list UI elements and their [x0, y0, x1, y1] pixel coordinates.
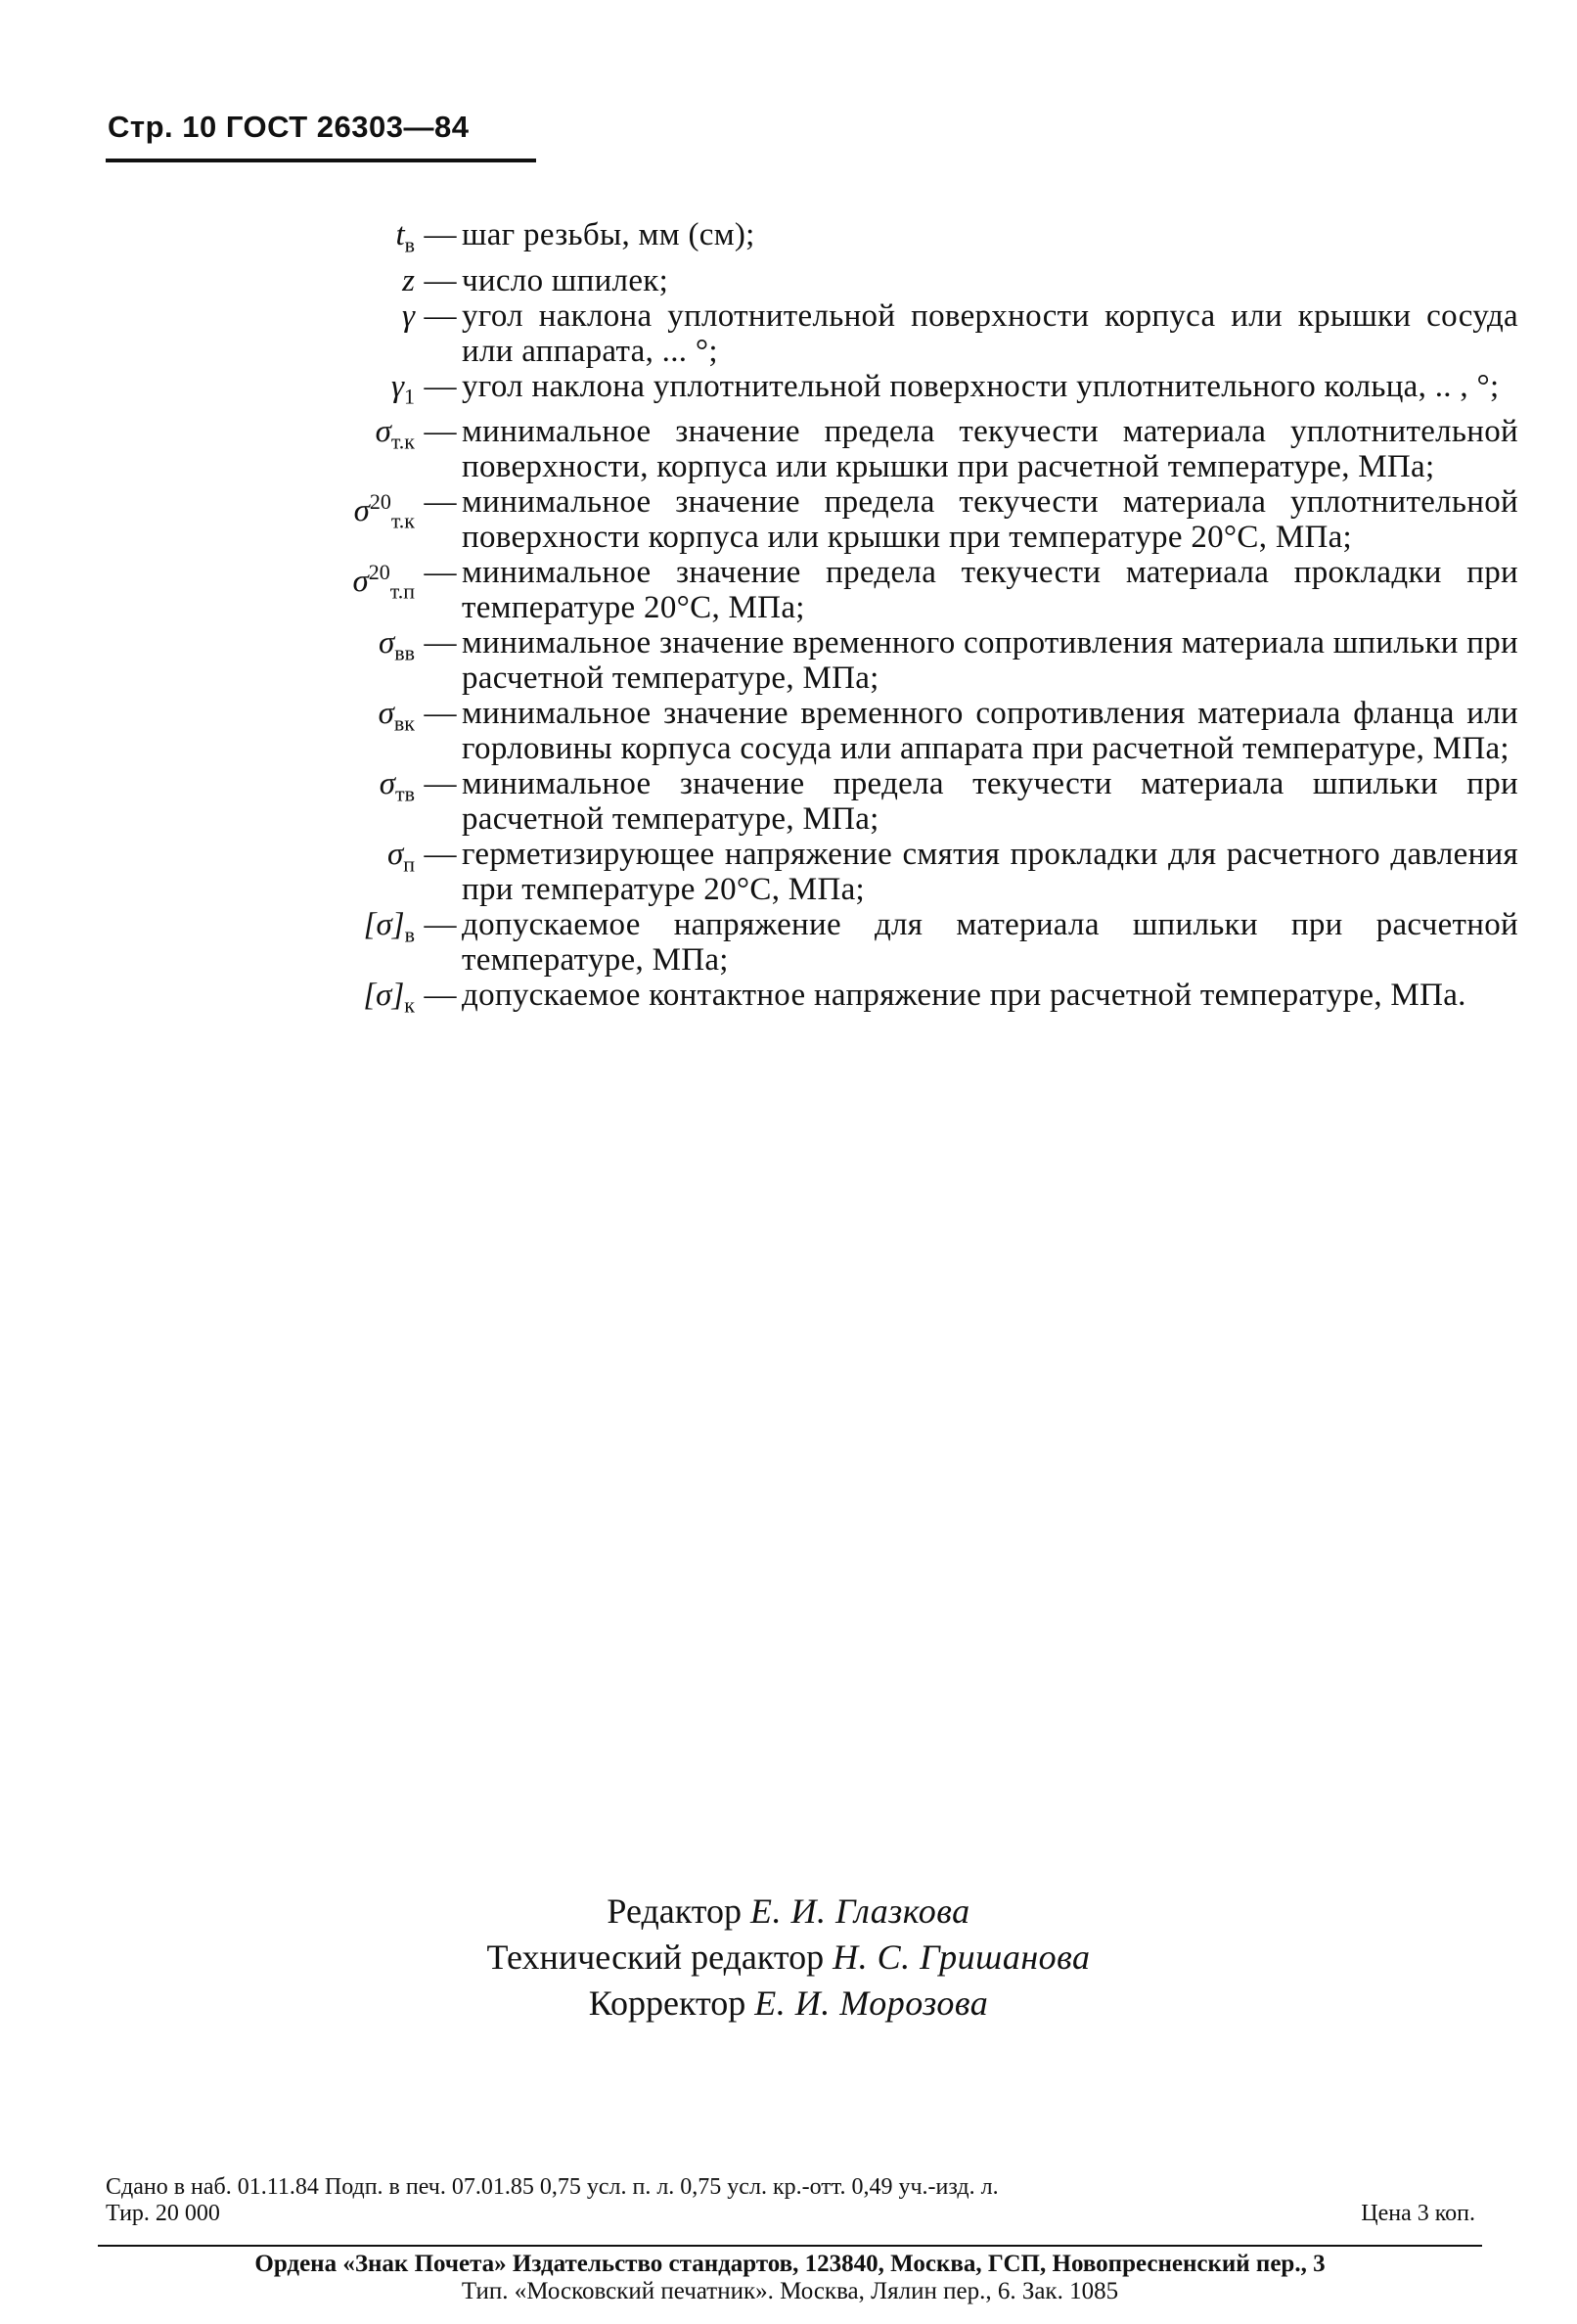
definition-row — [0, 696, 1577, 766]
publisher-line1: Ордена «Знак Почета» Издательство стандартов, 123840, Москва, ГСП, Новопресненский пер., 3 — [254, 2251, 1326, 2277]
definition-row — [0, 298, 1577, 369]
credit-tech-editor — [0, 1935, 1577, 1981]
definition-row — [0, 263, 1577, 298]
definition-symbol: $\sigma_{вв}$ — [378, 625, 415, 665]
definition-text: угол наклона уплотнительной поверхности корпуса или крышки сосуда или аппарата, ... °; — [462, 297, 1518, 369]
definition-row — [0, 837, 1577, 907]
imprint-line1: Сдано в наб. 01.11.84 Подп. в печ. 07.01.85 0,75 усл. п. л. 0,75 усл. кр.-отт. 0,49 уч.-изд. л. — [106, 2174, 999, 2200]
definition-symbol: $\sigma_{вк}$ — [378, 696, 415, 736]
definition-dash: — — [424, 837, 457, 873]
definition-dash: — — [424, 484, 457, 521]
definition-symbol: $t_в$ — [395, 217, 415, 257]
definition-text: шаг резьбы, мм (см); — [462, 217, 755, 252]
definition-row — [0, 625, 1577, 696]
header-rule — [106, 159, 536, 162]
credit-editor — [0, 1889, 1577, 1935]
definition-text: минимальное значение предела текучести материала шпильки при расчетной температуре, МПа; — [462, 766, 1518, 838]
credit-name: Е. И. Глазкова — [750, 1891, 970, 1931]
definition-dash: — — [424, 766, 457, 802]
definition-text: минимальное значение предела текучести материала прокладки при температуре 20°С, МПа; — [462, 555, 1518, 626]
definition-dash: — — [424, 907, 457, 943]
definition-dash: — — [424, 297, 457, 334]
definition-text: герметизирующее напряжение смятия прокладки для расчетного давления при температуре 20°С, МПа; — [462, 837, 1518, 908]
definition-dash: — — [424, 696, 457, 732]
definition-symbol: z — [402, 262, 415, 298]
imprint-price: Цена 3 коп. — [1361, 2201, 1475, 2226]
definition-row — [0, 978, 1577, 1024]
definition-symbol: $\sigma^{20}_{т.к}$ — [353, 489, 415, 533]
definition-row — [0, 907, 1577, 978]
definition-symbol: $\gamma_1$ — [390, 368, 415, 409]
definition-row — [0, 766, 1577, 837]
definition-text: минимальное значение предела текучести материала уплотнительной поверхности, корпуса или крышки при расчетной температуре, МПа; — [462, 414, 1518, 485]
credit-role: Корректор — [588, 1983, 746, 2023]
definition-text: число шпилек; — [462, 262, 669, 298]
definition-dash: — — [424, 414, 457, 450]
definition-dash: — — [424, 555, 457, 591]
definition-dash: — — [424, 217, 457, 252]
publisher — [98, 2251, 1482, 2305]
definition-text: минимальное значение временного сопротивления материала шпильки при расчетной температуре, МПа; — [462, 625, 1519, 697]
definition-symbol: $\sigma_{т.к}$ — [375, 414, 415, 454]
definitions-list — [0, 217, 1577, 1024]
definition-symbol: $\sigma_п$ — [386, 837, 415, 877]
definition-dash: — — [424, 368, 457, 404]
definition-text: минимальное значение временного сопротивления материала фланца или горловины корпуса сосуда или аппарата при расчетной температуре, МПа; — [462, 696, 1518, 767]
definition-dash: — — [424, 978, 457, 1014]
definition-row — [0, 369, 1577, 415]
credit-corrector — [0, 1981, 1577, 2027]
definition-row — [0, 484, 1577, 555]
publisher-line2: Тип. «Московский печатник». Москва, Лялин пер., 6. Зак. 1085 — [461, 2278, 1119, 2304]
imprint-rule — [98, 2245, 1482, 2247]
definition-row — [0, 217, 1577, 263]
definition-dash: — — [424, 262, 457, 298]
definition-row — [0, 414, 1577, 484]
definition-symbol: $[\sigma]_к$ — [363, 978, 415, 1018]
definition-symbol: $\sigma_{тв}$ — [379, 766, 415, 806]
definition-text: угол наклона уплотнительной поверхности уплотнительного кольца, .. , °; — [462, 368, 1500, 404]
definition-symbol: γ — [401, 297, 415, 334]
credit-role: Технический редактор — [486, 1937, 825, 1977]
credit-role: Редактор — [607, 1891, 743, 1931]
credit-name: Е. И. Морозова — [754, 1983, 989, 2023]
definition-text: допускаемое напряжение для материала шпильки при расчетной температуре, МПа; — [462, 907, 1518, 979]
page-header: Стр. 10 ГОСТ 26303—84 — [108, 110, 470, 144]
definition-text: минимальное значение предела текучести материала уплотнительной поверхности корпуса или крышки при температуре 20°С, МПа; — [462, 484, 1518, 556]
definition-text: допускаемое контактное напряжение при расчетной температуре, МПа. — [462, 978, 1466, 1014]
credits — [0, 1889, 1577, 2027]
imprint-circulation: Тир. 20 000 — [106, 2201, 220, 2226]
definition-symbol: $\sigma^{20}_{т.п}$ — [352, 560, 415, 604]
definition-dash: — — [424, 625, 457, 661]
definition-symbol: $[\sigma]_в$ — [363, 907, 415, 947]
definition-row — [0, 555, 1577, 625]
credit-name: Н. С. Гришанова — [833, 1937, 1091, 1977]
imprint — [106, 2174, 1475, 2227]
